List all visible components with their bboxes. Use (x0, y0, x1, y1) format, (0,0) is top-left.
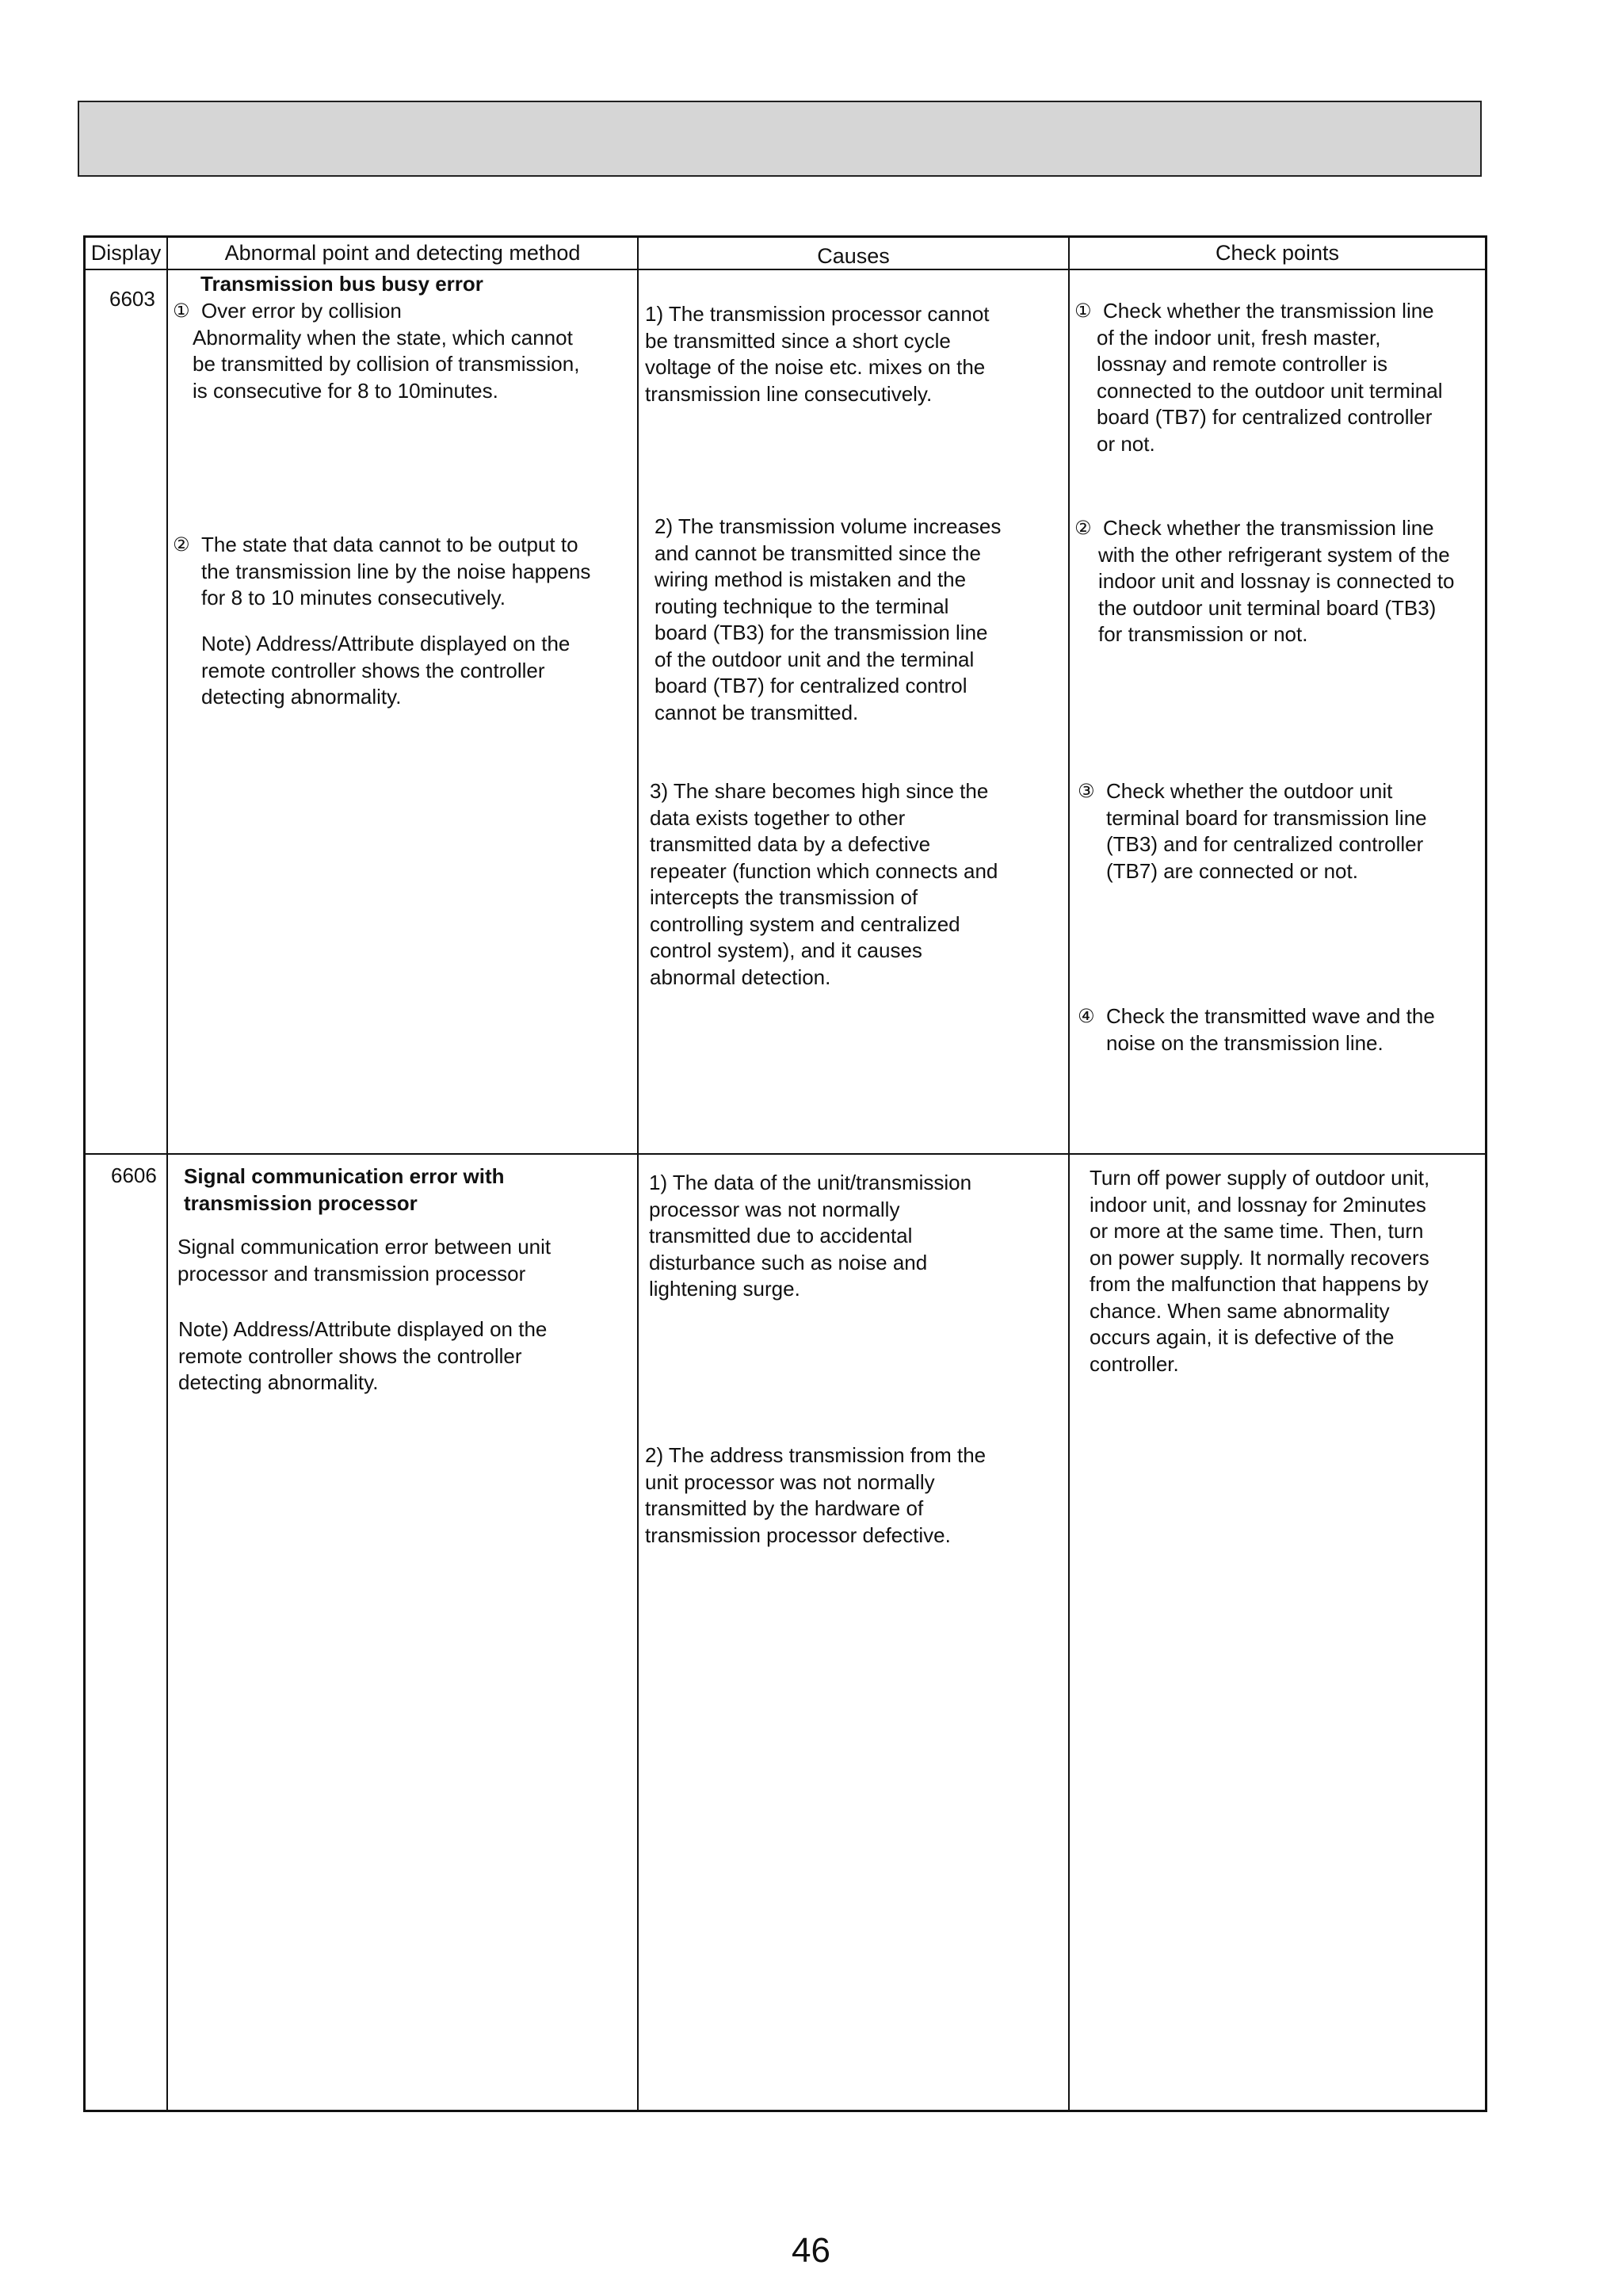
text-line: from the malfunction that happens by (1090, 1272, 1429, 1296)
check-6603-2 (1074, 515, 1483, 648)
text-line: 2) The transmission volume increases (655, 514, 1002, 538)
text-line: of the outdoor unit and the terminal (655, 647, 975, 671)
note-6606 (178, 1316, 630, 1396)
text-line: routing technique to the terminal (655, 594, 949, 618)
text-line: indoor unit and lossnay is connected to (1098, 569, 1455, 593)
check-6606 (1090, 1165, 1482, 1377)
page-number: 46 (792, 2231, 830, 2270)
text-line: processor was not normally (649, 1197, 900, 1221)
text-line: Check whether the outdoor unit (1106, 779, 1393, 803)
error-table (83, 235, 1487, 2112)
text-line: noise on the transmission line. (1106, 1030, 1383, 1055)
text-line: occurs again, it is defective of the (1090, 1325, 1395, 1349)
text-line: controlling system and centralized (650, 911, 960, 936)
text-line: Check whether the transmission line (1103, 516, 1434, 540)
check-6603-1 (1074, 298, 1483, 457)
text-line: transmission processor (184, 1190, 418, 1215)
circled-number-1: ① (1074, 300, 1092, 322)
text-line: (TB3) and for centralized controller (1106, 832, 1424, 856)
text-line: remote controller shows the controller (201, 658, 545, 682)
circled-number-1: ① (173, 300, 190, 322)
cause-6606-1 (649, 1170, 1065, 1303)
text-line: be transmitted by collision of transmission, (193, 352, 580, 376)
text-line: terminal board for transmission line (1106, 805, 1427, 830)
text-line: or more at the same time. Then, turn (1090, 1219, 1424, 1243)
note-6603 (201, 631, 629, 711)
text-line: for 8 to 10 minutes consecutively. (201, 586, 506, 609)
cause-6606-2 (645, 1442, 1065, 1549)
text-line: and cannot be transmitted since the (655, 541, 981, 565)
circled-number-2: ② (173, 534, 190, 556)
text-line: repeater (function which connects and (650, 858, 998, 883)
check-6603-3 (1078, 778, 1483, 884)
text-line: wiring method is mistaken and the (655, 567, 967, 591)
text-line: control system), and it causes (650, 938, 922, 962)
text-line: Signal communication error between unit (177, 1235, 551, 1259)
col-divider-causes (1068, 238, 1070, 2110)
cause-6603-2 (655, 514, 1067, 726)
text-line: transmitted by the hardware of (645, 1496, 924, 1520)
text-line: detecting abnormality. (201, 685, 402, 709)
text-line: Turn off power supply of outdoor unit, (1090, 1166, 1430, 1190)
error-title-6606 (184, 1163, 632, 1217)
text-line: board (TB3) for the transmission line (655, 621, 988, 644)
circled-number-3: ③ (1078, 781, 1095, 802)
header-bar (78, 101, 1482, 177)
text-line: board (TB7) for centralized control (655, 674, 967, 697)
text-line: indoor unit, and lossnay for 2minutes (1090, 1192, 1426, 1217)
error-title-6603: Transmission bus busy error (200, 272, 483, 296)
text-line: detecting abnormality. (178, 1370, 379, 1394)
text-line: lossnay and remote controller is (1097, 352, 1388, 376)
check-6603-4 (1078, 1003, 1483, 1056)
text-line: with the other refrigerant system of the (1098, 542, 1450, 567)
text-line: chance. When same abnormality (1090, 1298, 1390, 1323)
text-line: Note) Address/Attribute displayed on the (178, 1317, 548, 1341)
text-line: 3) The share becomes high since the (650, 779, 989, 803)
desc-6606 (177, 1234, 629, 1287)
text-line: the transmission line by the noise happens (201, 559, 591, 583)
text-line: unit processor was not normally (645, 1469, 935, 1494)
text-line: controller. (1090, 1351, 1179, 1376)
text-line: The state that data cannot to be output to (201, 533, 578, 556)
text-line: Check whether the transmission line (1103, 299, 1434, 323)
text-line: intercepts the transmission of (650, 885, 918, 909)
error-code-6603: 6603 (109, 287, 155, 311)
header-check: Check points (1215, 241, 1340, 265)
header-abnormal: Abnormal point and detecting method (224, 241, 581, 265)
text-line: on power supply. It normally recovers (1090, 1245, 1429, 1270)
text-line: is consecutive for 8 to 10minutes. (193, 378, 498, 403)
error-code-6606: 6606 (111, 1163, 157, 1187)
text-line: data exists together to other (650, 805, 906, 830)
text-line: transmission processor defective. (645, 1522, 951, 1547)
text-line: transmission line consecutively. (645, 381, 933, 406)
circled-number-4: ④ (1078, 1006, 1095, 1027)
text-line: board (TB7) for centralized controller (1097, 405, 1433, 429)
text-line: transmitted data by a defective (650, 832, 931, 856)
text-line: or not. (1097, 431, 1155, 456)
cause-6603-1 (645, 301, 1065, 407)
text-line: Signal communication error with (184, 1164, 505, 1188)
row-divider (86, 1153, 1485, 1155)
text-line: 1) The data of the unit/transmission (649, 1171, 972, 1194)
text-line: connected to the outdoor unit terminal (1097, 378, 1443, 403)
text-line: abnormal detection. (650, 965, 831, 989)
abnormal-1-title: Over error by collision (201, 299, 402, 323)
abnormal-item-1 (173, 298, 632, 404)
circled-number-2: ② (1074, 518, 1092, 539)
text-line: lightening surge. (649, 1277, 800, 1301)
text-line: remote controller shows the controller (178, 1343, 522, 1368)
text-line: voltage of the noise etc. mixes on the (645, 355, 986, 379)
text-line: (TB7) are connected or not. (1106, 858, 1358, 883)
abnormal-item-2 (173, 532, 632, 612)
text-line: processor and transmission processor (177, 1261, 526, 1286)
header-display: Display (90, 241, 162, 265)
text-line: Abnormality when the state, which cannot (193, 325, 573, 350)
cause-6603-3 (650, 778, 1066, 991)
text-line: Check the transmitted wave and the (1106, 1004, 1435, 1028)
text-line: of the indoor unit, fresh master, (1097, 325, 1381, 350)
text-line: cannot be transmitted. (655, 700, 859, 724)
text-line: 2) The address transmission from the (645, 1443, 987, 1467)
header-causes: Causes (817, 244, 890, 268)
text-line: transmitted due to accidental (649, 1224, 913, 1247)
text-line: the outdoor unit terminal board (TB3) (1098, 595, 1437, 620)
text-line: for transmission or not. (1098, 622, 1308, 646)
col-divider-abnormal (637, 238, 639, 2110)
text-line: disturbance such as noise and (649, 1250, 928, 1274)
text-line: Note) Address/Attribute displayed on the (201, 632, 571, 655)
text-line: 1) The transmission processor cannot (645, 302, 990, 326)
col-divider-display (166, 238, 168, 2110)
text-line: be transmitted since a short cycle (645, 328, 951, 353)
